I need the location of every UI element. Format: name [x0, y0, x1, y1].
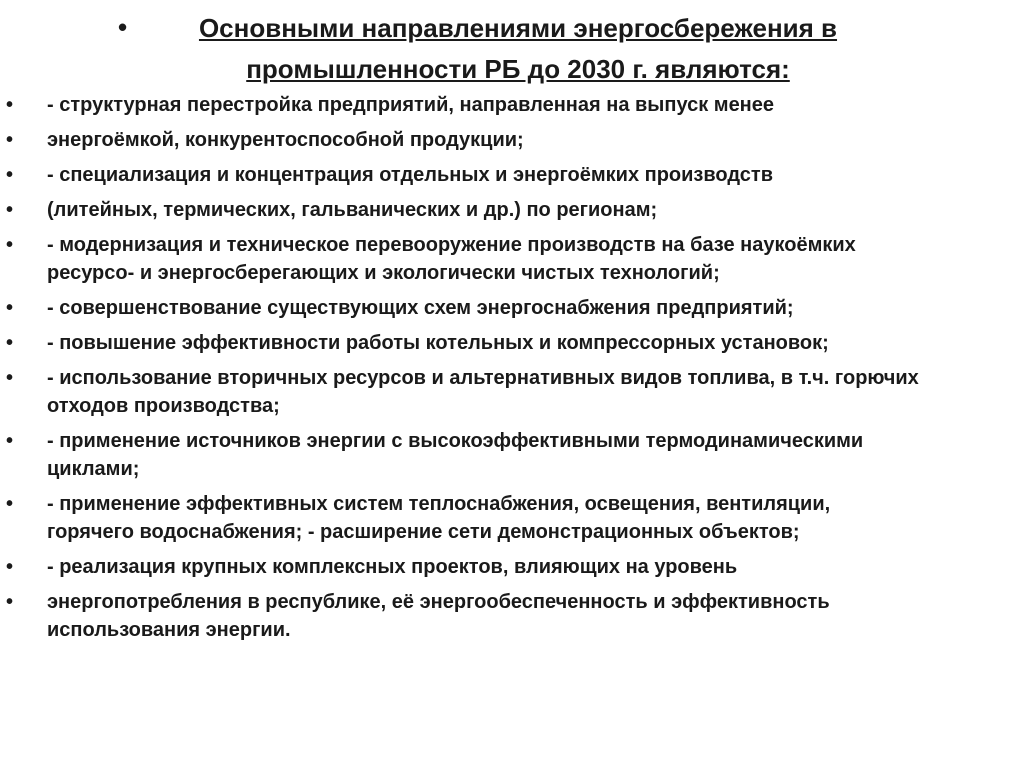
- list-item-text: - модернизация и техническое перевооружение производств на базе наукоёмких: [47, 234, 856, 256]
- list-item: [0, 161, 1024, 189]
- list-item: [0, 427, 1024, 483]
- list-item-text: - структурная перестройка предприятий, направленная на выпуск менее: [47, 94, 775, 116]
- list-item-text: - применение источников энергии с высокоэффективными термодинамическими: [47, 430, 864, 452]
- list-item-text: циклами;: [47, 458, 140, 480]
- title-bullet-icon: •: [118, 12, 128, 42]
- title-line-1: Основными направлениями энергосбережения в: [198, 13, 838, 43]
- list-item: [0, 490, 1024, 546]
- list-item: [0, 294, 1024, 322]
- list-item-text: - повышение эффективности работы котельных и компрессорных установок;: [47, 332, 829, 354]
- bullet-icon: •: [6, 591, 14, 613]
- list-item-text: энергоёмкой, конкурентоспособной продукции;: [47, 129, 524, 151]
- bullet-icon: •: [6, 164, 14, 186]
- title-line-2: промышленности РБ до 2030 г. являются:: [246, 54, 790, 84]
- bullet-icon: •: [6, 493, 14, 515]
- bullet-icon: •: [6, 297, 14, 319]
- slide-title: [118, 8, 918, 90]
- list-item-text: (литейных, термических, гальванических и др.) по регионам;: [47, 199, 658, 221]
- bullet-icon: •: [6, 430, 14, 452]
- list-item-text: - использование вторичных ресурсов и альтернативных видов топлива, в т.ч. горючих: [47, 367, 919, 389]
- list-item: [0, 91, 1024, 119]
- list-item-text: - применение эффективных систем теплоснабжения, освещения, вентиляции,: [47, 493, 831, 515]
- list-item: [0, 364, 1024, 420]
- list-item-text: горячего водоснабжения; - расширение сети демонстрационных объектов;: [47, 521, 800, 543]
- bullet-icon: •: [6, 332, 14, 354]
- bullet-icon: •: [6, 367, 14, 389]
- bullet-icon: •: [6, 556, 14, 578]
- list-item: [0, 329, 1024, 357]
- list-item: [0, 588, 1024, 644]
- list-item-text: - специализация и концентрация отдельных и энергоёмких производств: [47, 164, 774, 186]
- bullet-icon: •: [6, 129, 14, 151]
- list-item-text: использования энергии.: [47, 619, 291, 641]
- list-item: [0, 553, 1024, 581]
- list-item-text: - реализация крупных комплексных проектов, влияющих на уровень: [47, 556, 738, 578]
- bullet-icon: •: [6, 234, 14, 256]
- list-item-text: отходов производства;: [47, 395, 280, 417]
- list-item: [0, 196, 1024, 224]
- bullet-icon: •: [6, 94, 14, 116]
- list-item: [0, 231, 1024, 287]
- bullet-icon: •: [6, 199, 14, 221]
- list-item-text: энергопотребления в республике, её энергообеспеченность и эффективность: [47, 591, 830, 613]
- bullet-list: [0, 91, 1024, 651]
- list-item-text: - совершенствование существующих схем энергоснабжения предприятий;: [47, 297, 794, 319]
- list-item: [0, 126, 1024, 154]
- list-item-text: ресурсо- и энергосберегающих и экологически чистых технологий;: [47, 262, 720, 284]
